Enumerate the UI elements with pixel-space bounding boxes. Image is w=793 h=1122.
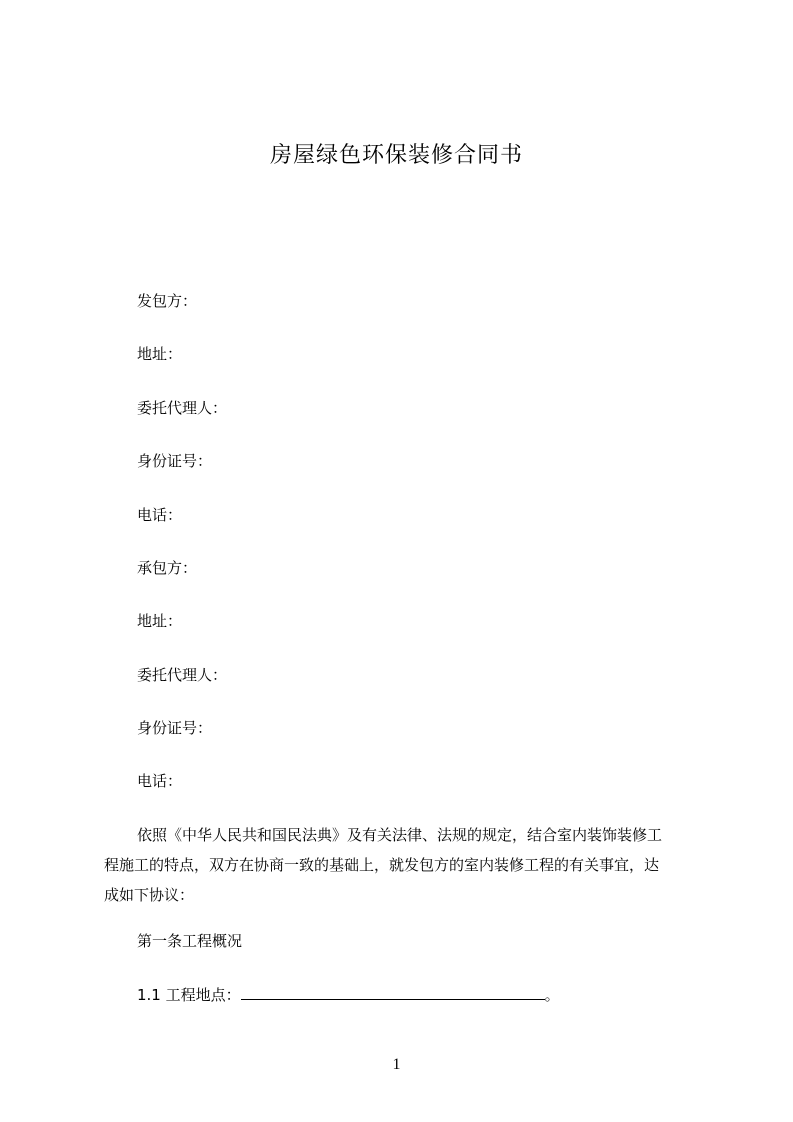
intro-line-1: 依照《中华人民共和国民法典》及有关法律、法规的规定，结合室内装饰装修工 <box>137 826 663 844</box>
party-b-id-label: 身份证号： <box>137 719 213 737</box>
party-b-phone-label: 电话： <box>137 772 183 790</box>
party-b-address-label: 地址： <box>137 612 183 630</box>
party-b-agent-label: 委托代理人： <box>137 666 228 684</box>
party-a-label: 发包方： <box>137 292 198 310</box>
party-a-id-label: 身份证号： <box>137 452 213 470</box>
project-location-blank-line <box>241 985 545 1000</box>
page-number: 1 <box>392 1056 401 1073</box>
section-1-heading: 第一条工程概况 <box>137 932 243 950</box>
item-1-1-label: 1.1 工程地点： <box>137 986 241 1004</box>
item-1-1-suffix: 。 <box>544 986 560 1004</box>
document-title: 房屋绿色环保装修合同书 <box>269 143 523 168</box>
party-a-agent-label: 委托代理人： <box>137 399 228 417</box>
party-b-label: 承包方： <box>137 559 198 577</box>
intro-line-3: 成如下协议： <box>104 886 195 904</box>
intro-line-2: 程施工的特点，双方在协商一致的基础上，就发包方的室内装修工程的有关事宜，达 <box>104 856 660 874</box>
intro-paragraph <box>104 820 704 910</box>
party-a-address-label: 地址： <box>137 345 183 363</box>
item-1-1-project-location <box>137 984 560 1006</box>
party-a-phone-label: 电话： <box>137 506 183 524</box>
